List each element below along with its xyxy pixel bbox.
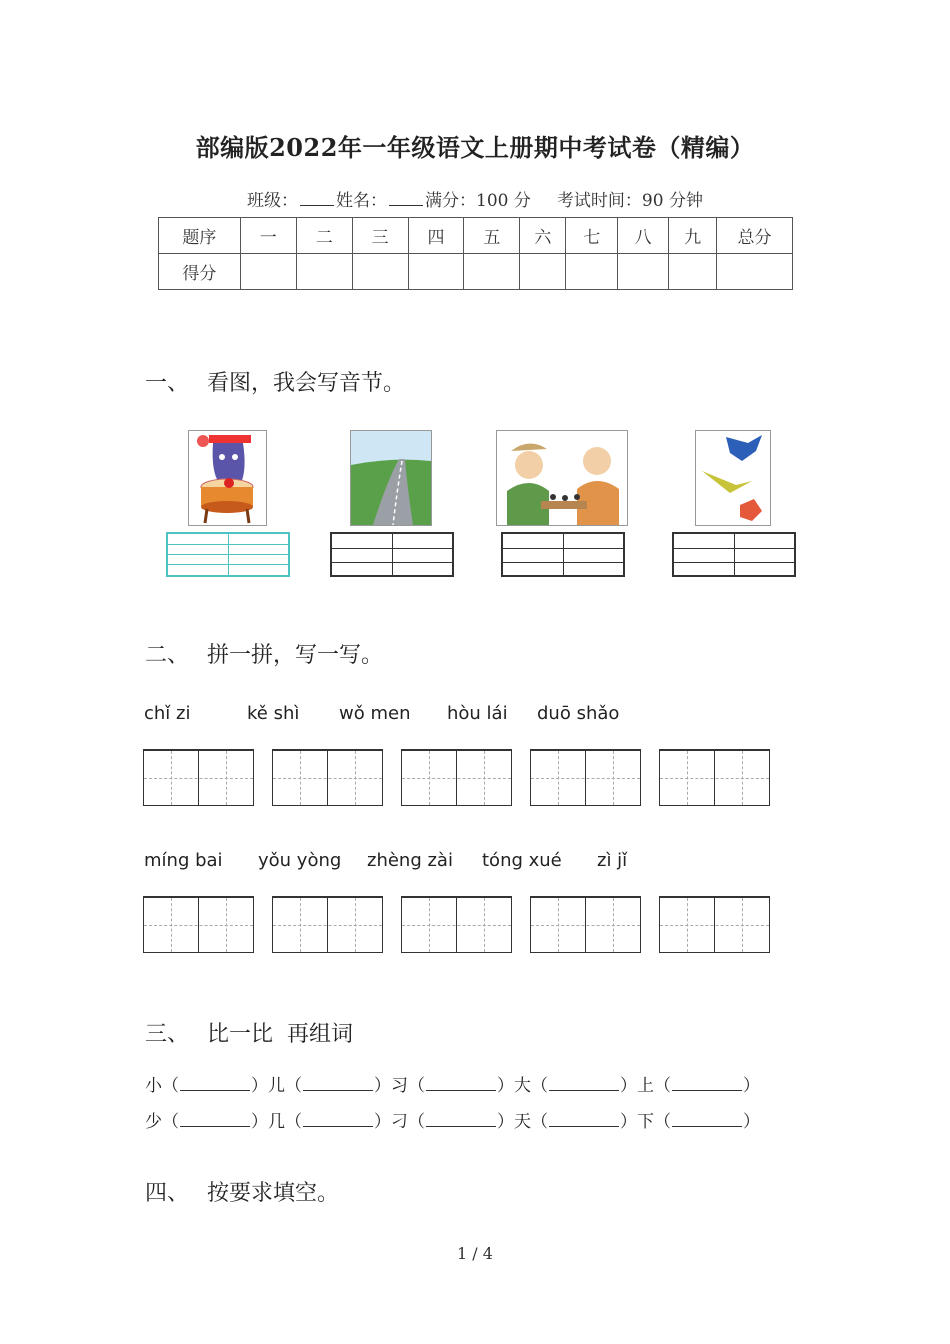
section-4-title: 按要求填空。 <box>207 1181 340 1206</box>
score-row-label: 得分 <box>159 254 241 290</box>
compare-char: 小（ <box>145 1076 179 1096</box>
tianzige-box[interactable] <box>272 896 383 953</box>
section-2-number: 二、 <box>145 643 190 668</box>
pinyin-word: chǐ zi <box>144 703 191 724</box>
score-cell[interactable] <box>464 254 520 290</box>
tianzige-box[interactable] <box>272 749 383 806</box>
tianzige-box[interactable] <box>143 749 254 806</box>
tianzige-box[interactable] <box>143 896 254 953</box>
compare-row-2 <box>145 1107 760 1132</box>
score-cell[interactable] <box>296 254 352 290</box>
score-row <box>159 254 793 290</box>
tianzige-box[interactable] <box>530 896 641 953</box>
score-header-cell: 总分 <box>717 218 793 254</box>
section-2-heading <box>145 638 383 669</box>
answer-blank[interactable] <box>303 1114 373 1127</box>
name-label: 姓名： <box>336 191 388 211</box>
pinyin-writing-box[interactable] <box>672 532 796 577</box>
name-blank[interactable] <box>389 191 423 206</box>
road-icon <box>350 430 432 526</box>
score-cell[interactable] <box>669 254 717 290</box>
grandpas-playing-chess-icon <box>496 430 628 526</box>
class-label: 班级： <box>247 191 299 211</box>
pinyin-word: hòu lái <box>447 703 508 724</box>
score-table <box>158 217 793 290</box>
pinyin-word: duō shǎo <box>537 703 620 724</box>
compare-char: ）天（ <box>497 1112 548 1132</box>
compare-char: ）下（ <box>620 1112 671 1132</box>
pinyin-writing-box[interactable] <box>330 532 454 577</box>
answer-blank[interactable] <box>180 1078 250 1091</box>
answer-blank[interactable] <box>549 1078 619 1091</box>
page-title: 部编版2022年一年级语文上册期中考试卷（精编） <box>195 133 755 162</box>
pinyin-word: wǒ men <box>339 703 411 724</box>
pinyin-word: kě shì <box>247 703 300 724</box>
exam-info <box>0 186 950 211</box>
score-header-cell: 七 <box>566 218 618 254</box>
score-header-cell: 一 <box>240 218 296 254</box>
score-cell[interactable] <box>566 254 618 290</box>
score-header-row <box>159 218 793 254</box>
drum-cartoon-icon <box>188 430 267 526</box>
page-number: 1 / 4 <box>457 1244 493 1263</box>
score-cell[interactable] <box>520 254 566 290</box>
answer-blank[interactable] <box>303 1078 373 1091</box>
answer-blank[interactable] <box>672 1078 742 1091</box>
score-cell[interactable] <box>717 254 793 290</box>
answer-blank[interactable] <box>426 1114 496 1127</box>
section-1-number: 一、 <box>145 371 190 396</box>
origami-animals-icon <box>695 430 771 526</box>
tianzige-box[interactable] <box>659 749 770 806</box>
pinyin-word: zì jǐ <box>597 850 628 871</box>
class-blank[interactable] <box>300 191 334 206</box>
pinyin-word: tóng xué <box>482 850 562 871</box>
answer-blank[interactable] <box>426 1078 496 1091</box>
full-score: 满分：100 分 <box>425 191 531 211</box>
pinyin-writing-box[interactable] <box>166 532 290 577</box>
score-header-cell: 三 <box>352 218 408 254</box>
pinyin-word: zhèng zài <box>367 850 453 871</box>
pinyin-word: yǒu yòng <box>258 850 342 871</box>
tianzige-box[interactable] <box>530 749 641 806</box>
compare-char: ）习（ <box>374 1076 425 1096</box>
score-cell[interactable] <box>240 254 296 290</box>
section-3-number: 三、 <box>145 1022 190 1047</box>
score-header-cell: 四 <box>408 218 464 254</box>
answer-blank[interactable] <box>180 1114 250 1127</box>
section-1-title: 看图，我会写音节。 <box>207 371 406 396</box>
score-header-cell: 八 <box>618 218 669 254</box>
score-header-cell: 六 <box>520 218 566 254</box>
tianzige-box[interactable] <box>659 896 770 953</box>
section-1-heading <box>145 366 405 397</box>
section-3-title: 比一比 再组词 <box>207 1022 353 1047</box>
compare-char: ）上（ <box>620 1076 671 1096</box>
tianzige-box[interactable] <box>401 749 512 806</box>
tianzige-box[interactable] <box>401 896 512 953</box>
compare-char: ）大（ <box>497 1076 548 1096</box>
score-header-cell: 二 <box>296 218 352 254</box>
compare-char: ）刁（ <box>374 1112 425 1132</box>
answer-blank[interactable] <box>672 1114 742 1127</box>
exam-time: 考试时间：90 分钟 <box>556 191 703 211</box>
pinyin-writing-box[interactable] <box>501 532 625 577</box>
pinyin-word: míng bai <box>144 850 223 871</box>
compare-row-1 <box>145 1071 760 1096</box>
score-header-cell: 题序 <box>159 218 241 254</box>
score-cell[interactable] <box>408 254 464 290</box>
compare-char: ） <box>743 1112 760 1132</box>
section-3-heading <box>145 1017 353 1048</box>
score-header-cell: 五 <box>464 218 520 254</box>
compare-char: ）几（ <box>251 1112 302 1132</box>
compare-char: ）儿（ <box>251 1076 302 1096</box>
score-cell[interactable] <box>618 254 669 290</box>
score-header-cell: 九 <box>669 218 717 254</box>
compare-char: 少（ <box>145 1112 179 1132</box>
compare-char: ） <box>743 1076 760 1096</box>
section-4-heading <box>145 1176 339 1207</box>
section-4-number: 四、 <box>145 1181 190 1206</box>
section-2-title: 拼一拼，写一写。 <box>207 643 384 668</box>
answer-blank[interactable] <box>549 1114 619 1127</box>
score-cell[interactable] <box>352 254 408 290</box>
